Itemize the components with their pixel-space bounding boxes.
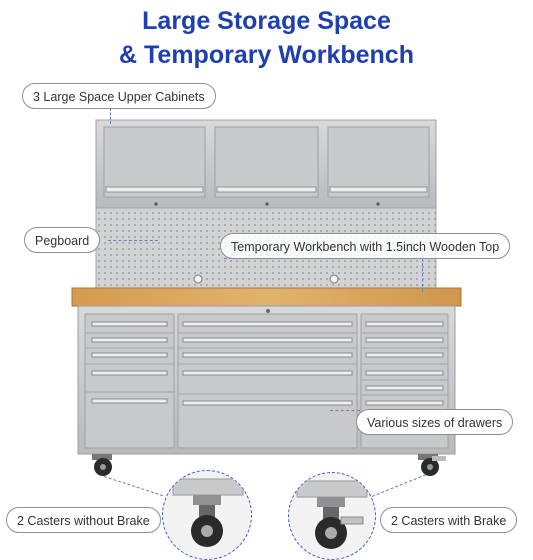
caster-closeup-right bbox=[288, 472, 376, 560]
callout-pegboard: Pegboard bbox=[24, 227, 100, 253]
callout-upper-cabinets: 3 Large Space Upper Cabinets bbox=[22, 83, 216, 109]
leader-upper-cabinets bbox=[110, 108, 111, 124]
casters bbox=[92, 454, 446, 476]
callout-casters-brake: 2 Casters with Brake bbox=[380, 507, 517, 533]
leader-pegboard bbox=[108, 240, 158, 241]
leader-drawers bbox=[330, 410, 360, 411]
callout-drawers: Various sizes of drawers bbox=[356, 409, 513, 435]
wooden-top bbox=[72, 288, 461, 306]
title-line-2: & Temporary Workbench bbox=[119, 41, 414, 69]
leader-workbench-v bbox=[422, 258, 423, 292]
title-line-1: Large Storage Space bbox=[142, 7, 391, 35]
callout-casters-no-brake: 2 Casters without Brake bbox=[6, 507, 161, 533]
caster-closeup-left bbox=[162, 470, 252, 560]
upper-cabinets bbox=[96, 120, 436, 208]
callout-workbench: Temporary Workbench with 1.5inch Wooden Top bbox=[220, 233, 510, 259]
